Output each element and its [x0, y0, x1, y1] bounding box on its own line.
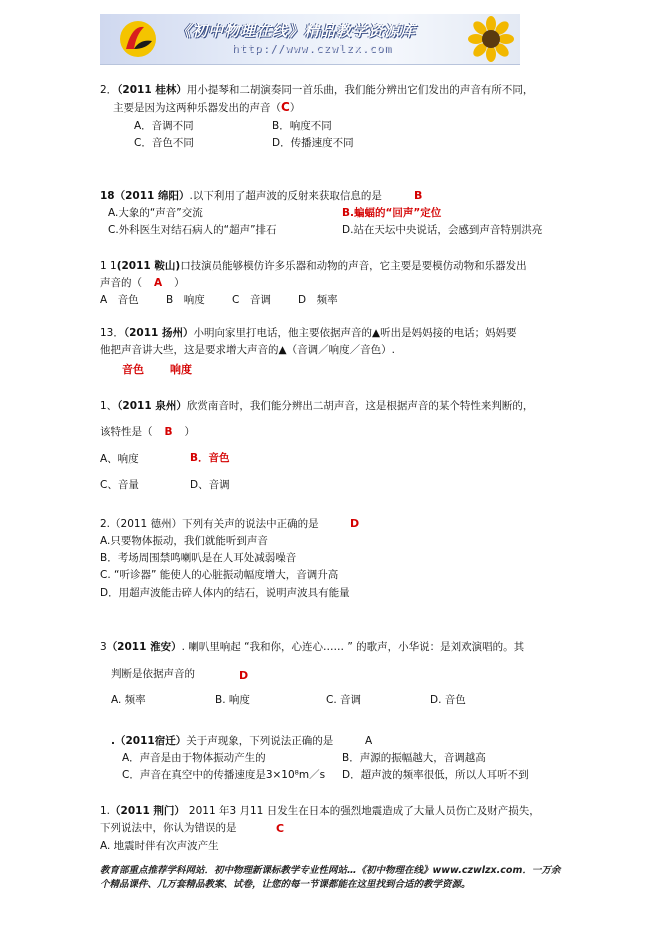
q2-option-a: A.大象的“声音”交流 — [108, 207, 203, 219]
q7-stem-2: 判断是依据声音的 — [111, 668, 195, 680]
q3-option-b: B 响度 — [166, 294, 205, 306]
q6-answer: D — [350, 517, 360, 530]
q8-option-a: A．声音是由于物体振动产生的 — [122, 752, 266, 764]
banner-title: 《初中物理在线》精品教学资源库 — [176, 22, 417, 40]
q2-option-d: D.站在天坛中央说话，会感到声音特别洪亮 — [342, 224, 543, 236]
q1-answer: C — [281, 100, 290, 114]
q9-stem-2: 下列说法中，你认为错误的是 — [100, 822, 237, 834]
q3-option-a: A 音色 — [100, 294, 139, 306]
q3-line1 — [100, 260, 527, 273]
q3-answer: A — [154, 277, 163, 289]
q8-option-c: C．声音在真空中的传播速度是3×10⁸m／s — [122, 769, 326, 781]
q4-answer-1: 音色 — [122, 363, 144, 376]
q5-answer: B — [164, 426, 173, 438]
q8-option-b: B．声源的振幅越大，音调越高 — [342, 752, 486, 764]
q5-number: 1、 — [100, 400, 118, 412]
q8-answer: A — [365, 735, 373, 747]
q9-option-a: A. 地震时伴有次声波产生 — [100, 840, 219, 852]
q7-number: 3 — [100, 641, 107, 653]
q5-line1 — [100, 400, 533, 413]
q7-option-a: A. 频率 — [111, 694, 146, 706]
q5-stem-1: 欣赏南音时，我们能分辨出二胡声音，这是根据声音的某个特性来判断的， — [186, 400, 534, 412]
q7-line1 — [100, 641, 524, 654]
q6-option-d: D．用超声波能击碎人体内的结石，说明声波具有能量 — [100, 587, 350, 599]
q2-number: 18 — [100, 190, 115, 202]
q1-option-b: B．响度不同 — [272, 120, 332, 132]
q2-option-b: B.蝙蝠的“回声”定位 — [342, 207, 442, 219]
q2-answer: B — [414, 189, 423, 202]
q8-stem: 关于声现象，下列说法正确的是 — [186, 735, 334, 747]
q4-number: 13． — [100, 327, 124, 339]
q4-stem-2: 他把声音讲大些，这是要求增大声音的▲（音调／响度／音色）. — [100, 344, 395, 356]
q5-option-c: C、音量 — [100, 479, 139, 491]
banner-url[interactable]: http://www.czwlzx.com — [232, 42, 393, 55]
logo-icon — [118, 19, 158, 59]
q8-source: （2011宿迁） — [115, 735, 187, 747]
q8-option-d: D．超声波的频率很低，所以人耳听不到 — [342, 769, 529, 781]
q7-source: （2011 淮安） — [106, 641, 182, 653]
q6-option-b: B．考场周围禁鸣喇叭是在人耳处减弱噪音 — [100, 552, 297, 564]
q3-stem-1: 口技演员能够模仿许多乐器和动物的声音，它主要是要模仿动物和乐器发出 — [180, 260, 527, 272]
q3-option-c: C 音调 — [232, 294, 271, 306]
q9-number: 1. — [100, 805, 111, 817]
q1-stem-2: 主要是因为这两种乐器发出的声音（ — [113, 102, 281, 114]
q1-number: 2． — [100, 84, 118, 96]
q7-stem-1: . 喇叭里响起 “我和你，心连心…… ” 的歌声，小华说：是刘欢演唱的。其 — [181, 641, 525, 653]
header-banner — [100, 14, 520, 65]
q1-line2 — [113, 101, 300, 115]
q2-option-c: C.外科医生对结石病人的“超声”排石 — [108, 224, 277, 236]
q5-line2 — [100, 426, 195, 439]
q7-option-b: B. 响度 — [215, 694, 250, 706]
q3-stem-2-end: ） — [174, 277, 185, 289]
q4-answer-2: 响度 — [170, 363, 192, 376]
q1-option-a: A．音调不同 — [134, 120, 194, 132]
q1-option-d: D．传播速度不同 — [272, 137, 354, 149]
q2-source: （2011 绵阳） — [114, 190, 190, 202]
q1-option-c: C．音色不同 — [134, 137, 194, 149]
q7-option-d: D. 音色 — [430, 694, 466, 706]
q4-source: （2011 扬州） — [123, 327, 194, 339]
q3-number: 1 1 — [100, 260, 117, 272]
q6-stem: 2.（2011 德州）下列有关声的说法中正确的是 — [100, 518, 319, 530]
sunflower-icon — [468, 16, 514, 62]
q1-source: （2011 桂林） — [117, 84, 187, 96]
q5-option-a: A、响度 — [100, 453, 139, 465]
footer-line-1: 教育部重点推荐学科网站．初中物理新课标教学专业性网站…《初中物理在线》www.czwlzx.com．一万余 — [100, 865, 561, 876]
q6-option-a: A.只要物体振动，我们就能听到声音 — [100, 535, 268, 547]
q9-line1 — [100, 805, 540, 818]
q2-line1 — [100, 190, 382, 203]
q9-source: （2011 荆门） — [110, 805, 185, 817]
q5-source: （2011 泉州） — [117, 400, 187, 412]
q8-line1 — [111, 735, 333, 748]
q9-answer: C — [276, 822, 285, 835]
q5-stem-2-end: ） — [184, 426, 196, 438]
q5-stem-2: 该特性是（ — [100, 426, 153, 438]
q3-source: (2011 鞍山) — [116, 260, 181, 272]
q9-stem-1: 2011 年3 月11 日发生在日本的强烈地震造成了大量人员伤亡及财产损失， — [188, 805, 540, 817]
q8-number: . — [111, 735, 115, 747]
q7-option-c: C. 音调 — [326, 694, 362, 706]
q4-stem-1: 小明向家里打电话，他主要依据声音的▲听出是妈妈接的电话；妈妈要 — [193, 327, 517, 339]
q3-stem-2: 声音的（ — [100, 277, 142, 289]
q1-line1 — [100, 84, 533, 97]
q2-stem: .以下利用了超声波的反射来获取信息的是 — [189, 190, 382, 202]
q4-line1 — [100, 327, 517, 340]
q5-option-b: B．音色 — [190, 452, 230, 464]
footer-line-2: 个精品课件、几万套精品教案、试卷，让您的每一节课都能在这里找到合适的教学资源。 — [100, 879, 471, 890]
q7-answer: D — [239, 669, 249, 682]
q1-stem-1: 用小提琴和二胡演奏同一首乐曲，我们能分辨出它们发出的声音有所不同， — [186, 84, 534, 96]
q5-option-d: D、音调 — [190, 479, 230, 491]
q3-option-d: D 频率 — [298, 294, 338, 306]
q6-option-c: C. “听诊器” 能使人的心脏振动幅度增大，音调升高 — [100, 569, 339, 581]
q1-stem-2-end: ） — [289, 102, 301, 114]
q3-line2 — [100, 277, 185, 290]
